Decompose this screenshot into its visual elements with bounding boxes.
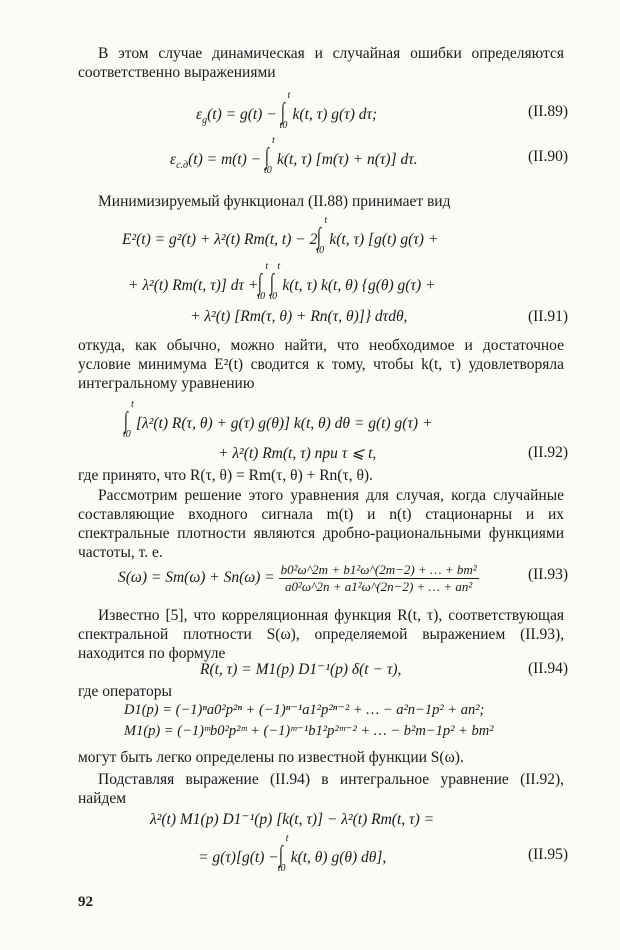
eq95-line2-a: = g(τ)[g(t) − bbox=[198, 849, 279, 866]
paragraph-known: Известно [5], что корреляционная функция R(t, τ), соответствующая спектральной плотности S(ω), определяемой выражением (II.93), находится по формуле bbox=[78, 607, 564, 662]
equation-II-94: R(t, τ) = M1(p) D1⁻¹(p) δ(t − τ), bbox=[200, 661, 402, 678]
fraction-denominator: a0²ω^2n + a1²ω^(2n−2) + … + an² bbox=[284, 579, 473, 594]
paragraph-intro: В этом случае динамическая и случайная ошибки определяются соответственно выражениями bbox=[78, 45, 564, 81]
equation-II-90: $\varepsilon_{с.д}(t) = m(t)$ − ∫ t t0 k(t, τ) [m(τ) + n(τ)] dτ. bbox=[170, 135, 418, 176]
equation-number-II-95: (II.95) bbox=[527, 846, 568, 863]
equation-II-93 bbox=[118, 562, 479, 595]
paragraph-determined: могут быть легко определены по известной функции S(ω). bbox=[78, 749, 464, 766]
equation-II-92-line2: + λ²(t) Rm(t, τ) при τ ⩽ t, bbox=[218, 445, 377, 462]
eq92-line1: [λ²(t) R(τ, θ) + g(τ) g(θ)] k(t, θ) dθ = g(t) g(τ) + bbox=[136, 415, 433, 432]
paragraph-substituting: Подставляя выражение (II.94) в интегральное уравнение (II.92), найдем bbox=[78, 771, 564, 807]
paragraph-condition: откуда, как обычно, можно найти, что необходимое и достаточное условие минимума E²(t) сводится к тому, чтобы k(t, τ) удовлетворяла интегральному уравнению bbox=[78, 337, 564, 392]
equation-II-92-line1 bbox=[123, 399, 433, 440]
paragraph-functional: Минимизируемый функционал (II.88) принимает вид bbox=[98, 193, 451, 210]
equation-II-95-line2 bbox=[198, 833, 387, 874]
equation-number-II-90: (II.90) bbox=[527, 148, 568, 165]
integral-sign: ∫ t t0 bbox=[263, 135, 275, 176]
integral-sign: ∫ t t0 bbox=[257, 261, 269, 302]
equation-II-91-line3: + λ²(t) [Rm(τ, θ) + Rn(τ, θ)]} dτdθ, bbox=[190, 308, 408, 325]
paragraph-consider: Рассмотрим решение этого уравнения для случая, когда случайные составляющие входного сигнала m(t) и n(t) стационарны и их спектральные плотности являются дробно-рациональными функциями частоты, т. е. bbox=[78, 487, 564, 561]
eq95-line2-b: k(t, θ) g(θ) dθ], bbox=[290, 849, 387, 866]
eq91-line2-b: k(t, τ) k(t, θ) {g(θ) g(τ) + bbox=[282, 277, 436, 294]
equation-II-89: $\varepsilon_g(t) = g(t)$ − ∫ t t0 k(t, τ) g(τ) dτ; bbox=[196, 90, 378, 131]
eq90-integrand: k(t, τ) [m(τ) + n(τ)] dτ. bbox=[276, 151, 418, 168]
eq89-integrand: k(t, τ) g(τ) dτ; bbox=[292, 106, 378, 123]
spectral-fraction bbox=[279, 562, 479, 595]
equation-number-II-91: (II.91) bbox=[527, 308, 568, 325]
equation-number-II-89: (II.89) bbox=[527, 103, 568, 120]
integral-sign: ∫ t t0 bbox=[123, 399, 134, 440]
eq89-lhs-rest: (t) = g(t) − bbox=[207, 106, 281, 123]
equation-II-91-line1 bbox=[122, 215, 439, 256]
eq91-line1-b: k(t, τ) [g(t) g(τ) + bbox=[329, 231, 439, 248]
integral-sign: ∫ t t0 bbox=[316, 215, 328, 256]
equation-number-II-93: (II.93) bbox=[527, 566, 568, 583]
integral-sign: ∫ t t0 bbox=[269, 261, 281, 302]
fraction-numerator: b0²ω^2m + b1²ω^(2m−2) + … + bm² bbox=[280, 562, 477, 577]
eq91-line1-a: E²(t) = g²(t) + λ²(t) Rm(t, t) − 2 bbox=[122, 231, 318, 248]
integral-sign: ∫ t t0 bbox=[279, 90, 291, 131]
epsilon-cd: ε bbox=[170, 151, 177, 168]
integral-sign: ∫ t t0 bbox=[277, 833, 289, 874]
equation-number-II-94: (II.94) bbox=[527, 660, 568, 677]
paragraph-operators: где операторы bbox=[78, 683, 172, 700]
paragraph-where-r: где принято, что R(τ, θ) = Rm(τ, θ) + Rn(τ, θ). bbox=[78, 467, 373, 484]
page-number: 92 bbox=[78, 894, 93, 910]
operator-D1: D1(p) = (−1)ⁿa0²p²ⁿ + (−1)ⁿ⁻¹a1²p²ⁿ⁻² + … − a²n−1p² + an²; bbox=[124, 702, 485, 718]
eq90-lhs-rest: (t) = m(t) − bbox=[188, 151, 265, 168]
eq91-line2-a: + λ²(t) Rm(t, τ)] dτ + bbox=[128, 277, 259, 294]
equation-II-91-line2 bbox=[128, 261, 436, 302]
epsilon-g: ε bbox=[196, 106, 203, 123]
equation-number-II-92: (II.92) bbox=[527, 444, 568, 461]
operator-M1: M1(p) = (−1)ᵐb0²p²ᵐ + (−1)ᵐ⁻¹b1²p²ᵐ⁻² + … − b²m−1p² + bm² bbox=[124, 723, 494, 739]
equation-II-95-line1: λ²(t) M1(p) D1⁻¹(p) [k(t, τ)] − λ²(t) Rm(t, τ) = bbox=[150, 811, 435, 828]
eq93-lhs: S(ω) = Sm(ω) + Sn(ω) = bbox=[118, 569, 275, 587]
